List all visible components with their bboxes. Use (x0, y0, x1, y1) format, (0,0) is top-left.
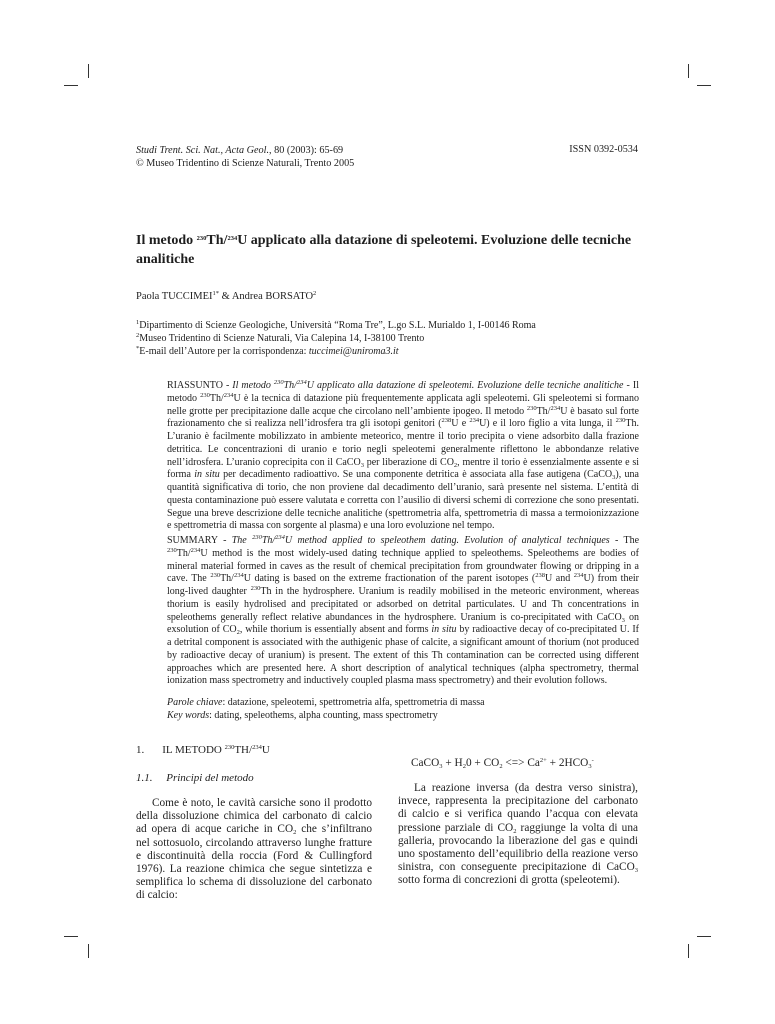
journal-name: Studi Trent. Sci. Nat., Acta Geol. (136, 145, 269, 156)
subsection-heading: 1.1. Principi del metodo (136, 772, 254, 784)
crop-mark (688, 944, 689, 958)
authors: Paola $TUCCIMEI^{1*}$ & Andrea BORSATO$^2$ (136, 290, 317, 302)
email-link[interactable]: tuccimei@uniroma3.it (308, 346, 399, 357)
article-title: Il metodo $^{230}$Th/$^{234}$U applicato alla datazione di speleotemi. Evoluzione delle tecniche analitiche (136, 233, 632, 267)
abstract-english: SUMMARY - The $^{230}$Th/$^{234}$U method applied to speleothem dating. Evolution of analytical techniques - The $^{230}$Th/$^{234}$U method is the most widely-used dating technique applied to speleothems. Speleothems are bodies of mineral material formed in caves as the result of chemical precipitation from groundwater flowing or dripping in a cave. The $^{230}$Th/$^{234}$U dating is based on the extreme fractionation of the parent isotopes ($^{238}$U and $^{234}$U) from their long-lived daughter $^{230}$Th in the hydrosphere. Uranium is readily mobilised in the meteoric environment, whereas thorium is easily hydrolised and precipitated or adsorbed on detrital particulates. U and Th concentrations in speleothems generally reflect relative abundances in the hydrosphere. Uranium is co-precipitated with CaCO$_3$ on exsolution of $CO_2$, while thorium is essentially absent and forms in situ by radioactive decay of co-precipitated U. If a detrital component is associated with the authigenic phase of calcite, a significant amount of thorium (not produced by radioactive decay of uranium) is present. The extent of this Th contamination can be corrected using different approaches which are presented here. A short description of analytical techniques (alpha spectrometry, thermal ionization mass spectrometry and inductively coupled plasma mass spectrometry) and their evolution follows. (167, 534, 640, 687)
section-heading: 1. IL METODO $^{230}$TH/$^{234}$U (136, 744, 270, 756)
journal-citation (136, 144, 343, 157)
journal-issue: , 80 (2003): 65-69 (269, 145, 344, 156)
copyright: © Museo Tridentino di Scienze Naturali, Trento 2005 (136, 158, 355, 169)
crop-mark (64, 936, 78, 937)
keywords-italian: Parole chiave: datazione, speleotemi, spettrometria alfa, spettrometria di massa (167, 697, 485, 708)
crop-mark (64, 85, 78, 86)
right-column-paragraph: La reazione inversa (da destra verso sinistra), invece, rappresenta la precipitazione del carbonato di calcio e si verifica quando l’acqua con elevata pressione parziale di $CO_2$ raggiunge la volta di una galleria, provocando la liberazione del gas e quindi uno spostamento dell’equilibrio della reazione verso sinistra, con conseguente precipitazione di CaCO$_3$ sotto forma di concrezioni di grotta (speleotemi). (398, 782, 638, 887)
keywords (167, 697, 639, 723)
crop-mark (88, 64, 89, 78)
affiliation-1: $^1$Dipartimento di Scienze Geologiche, Università “Roma Tre”, L.go S.L. Murialdo 1, I-00146 Roma (136, 319, 536, 331)
crop-mark (688, 64, 689, 78)
crop-mark (697, 85, 711, 86)
left-column-paragraph: Come è noto, le cavità carsiche sono il prodotto della dissoluzione chimica del carbonato di calcio ad opera di acque cariche in $CO_2$ che s’infiltrano nel sottosuolo, circolando attraverso lunghe fratture e discontinuità della roccia (Ford & Cullingford 1976). La reazione chimica che segue sintetizza e semplifica lo schema di dissoluzione del carbonato di calcio: (136, 797, 372, 902)
crop-mark (88, 944, 89, 958)
affiliations (136, 319, 536, 358)
chemical-equation: CaCO$_3$ + $H_20 + CO_2$ <=> $Ca^{2+} + 2HCO_3^-$ (411, 757, 594, 770)
corresponding-email: *E-mail dell’Autore per la corrispondenza: tuccimei@uniroma3.it (136, 345, 399, 357)
crop-mark (697, 936, 711, 937)
keywords-english: Key words: dating, speleothems, alpha counting, mass spectrometry (167, 709, 438, 721)
issn: ISSN 0392-0534 (569, 144, 638, 155)
affiliation-2: $^2$Museo Tridentino di Scienze Naturali, Via Calepina 14, I-38100 Trento (136, 332, 425, 344)
abstract-italian: RIASSUNTO - Il metodo $^{230}$Th/$^{234}$U applicato alla datazione di speleotemi. Evoluzione delle tecniche analitiche - Il metodo $^{230}$Th/$^{234}$U è la tecnica di datazione più frequentemente applicata agli speleotemi. Gli speleotemi si formano nelle grotte per precipitazione dalle acque che circolano nell’ambiente ipogeo. Il metodo $^{230}$Th/$^{234}$U è basato sul forte frazionamento che si realizza nell’idrosfera tra gli isotopi genitori ($^{238}$U e $^{234}$U) e il loro figlio a vita lunga, il $^{230}$Th. L’uranio è facilmente mobilizzato in ambiente meteorico, mentre il torio precipita o viene adsorbito dalla frazione detritica. Le concentrazioni di uranio e torio negli speleotemi generalmente riflettono le abbondanze relative nell’idrosfera. L’uranio coprecipita con il CaCO$_3$ per liberazione di $CO_2$, mentre il torio è essenzialmente assente e si forma in situ per decadimento radioattivo. Se una componente detritica è associata alla fase autigena (CaCO$_3$), una quantità significativa di torio, che non proviene dal decadimento dell’uranio, sarà presente nel sistema. L’entità di questa contaminazione può essere valutata e corretta con l’ausilio di diversi schemi di correzione che sono presentati. Segue una breve descrizione delle tecniche analitiche (spettrometria alfa, spettrometria di massa a termoionizzazione e spettrometria di massa con sorgente al plasma) e una loro evoluzione nel tempo. (167, 379, 640, 532)
